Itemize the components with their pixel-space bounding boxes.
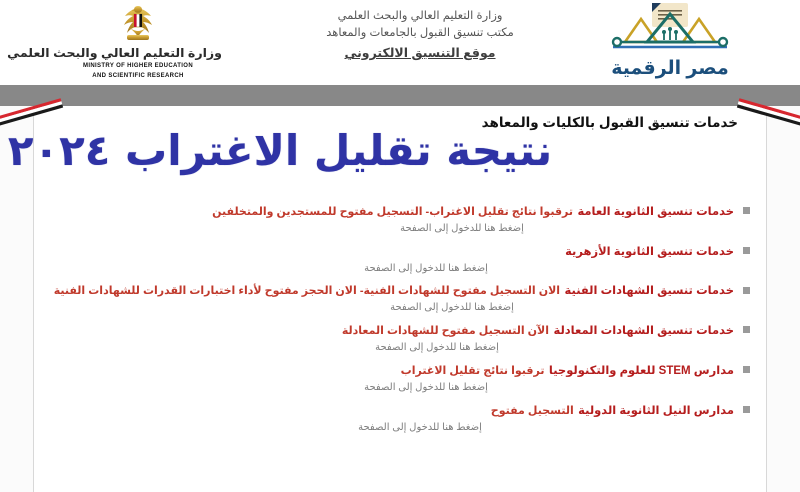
service-enter-link[interactable]: إضغط هنا للدخول إلى الصفحة xyxy=(375,341,499,353)
service-line[interactable] xyxy=(52,203,752,220)
service-note: الان التسجيل مفتوح للشهادات الفنية- الان الحجز مفتوح لأداء اختبارات القدرات للشهادات الفنية xyxy=(53,285,561,297)
list-item[interactable] xyxy=(52,203,752,234)
service-title: خدمات تنسيق الشهادات الفنية xyxy=(564,285,734,297)
service-note: الآن التسجيل مفتوح للشهادات المعادلة xyxy=(341,324,550,337)
digital-egypt-pyramid-circuit-icon xyxy=(595,2,745,59)
header-line-office: مكتب تنسيق القبول بالجامعات والمعاهد xyxy=(326,27,514,39)
bullet-square-icon xyxy=(743,207,750,214)
header-ministry-text xyxy=(300,8,540,60)
service-enter-link[interactable]: إضغط هنا للدخول إلى الصفحة xyxy=(400,223,524,234)
list-item[interactable] xyxy=(52,362,752,393)
service-note: التسجيل مفتوح xyxy=(490,404,574,417)
list-item[interactable] xyxy=(52,322,752,353)
service-title: خدمات تنسيق الثانوية العامة xyxy=(577,206,734,218)
ministry-logo xyxy=(7,4,223,82)
egypt-flag-ribbon-icon xyxy=(736,98,800,132)
list-item[interactable] xyxy=(52,283,752,313)
overlay-headline: نتيجة تقليل الاغتراب ٢٠٢٤ xyxy=(7,126,553,175)
list-item[interactable] xyxy=(52,402,752,433)
header-line-site: موقع التنسيق الالكتروني xyxy=(344,46,496,60)
ministry-logo-english-line-1: MINISTRY OF HIGHER EDUCATION xyxy=(82,63,194,69)
digital-egypt-logo xyxy=(595,2,745,82)
bullet-square-icon xyxy=(743,366,750,373)
service-note: ترقبوا نتائج تقليل الاغتراب xyxy=(400,364,545,377)
service-line[interactable] xyxy=(52,402,752,419)
service-enter-link[interactable]: إضغط هنا للدخول إلى الصفحة xyxy=(358,421,482,433)
service-title: مدارس STEM للعلوم والتكنولوجيا xyxy=(548,364,734,377)
site-header xyxy=(0,0,800,85)
service-line[interactable] xyxy=(52,362,752,379)
egypt-eagle-emblem-icon xyxy=(115,4,161,44)
list-item[interactable] xyxy=(52,243,752,274)
service-enter-link[interactable]: إضغط هنا للدخول إلى الصفحة xyxy=(364,381,488,393)
service-line[interactable] xyxy=(52,283,752,299)
service-note: ترقبوا نتائج تقليل الاغتراب- التسجيل مفتوح للمستجدين والمتخلفين xyxy=(212,206,573,218)
bullet-square-icon xyxy=(743,326,750,333)
service-title: مدارس النيل الثانوية الدولية xyxy=(578,404,734,417)
bullet-square-icon xyxy=(743,287,750,294)
page-title: خدمات تنسيق القبول بالكليات والمعاهد xyxy=(481,115,738,130)
digital-egypt-label: مصر الرقمية xyxy=(611,58,729,79)
service-line[interactable] xyxy=(52,322,752,339)
service-title: خدمات تنسيق الشهادات المعادلة xyxy=(553,324,734,337)
service-title: خدمات تنسيق الثانوية الأزهرية xyxy=(565,246,734,258)
bullet-square-icon xyxy=(743,406,750,413)
page-margin-right xyxy=(767,106,800,492)
ministry-logo-arabic-name: وزارة التعليم العالي والبحث العلمي xyxy=(7,46,223,60)
services-list xyxy=(52,203,752,442)
service-line[interactable] xyxy=(52,243,752,260)
service-enter-link[interactable]: إضغط هنا للدخول إلى الصفحة xyxy=(390,301,514,313)
gray-divider-band xyxy=(0,85,800,106)
service-enter-link[interactable]: إضغط هنا للدخول إلى الصفحة xyxy=(364,263,488,274)
ministry-logo-english-line-2: AND SCIENTIFIC RESEARCH xyxy=(92,72,184,79)
bullet-square-icon xyxy=(743,247,750,254)
header-line-ministry: وزارة التعليم العالي والبحث العلمي xyxy=(337,10,503,22)
